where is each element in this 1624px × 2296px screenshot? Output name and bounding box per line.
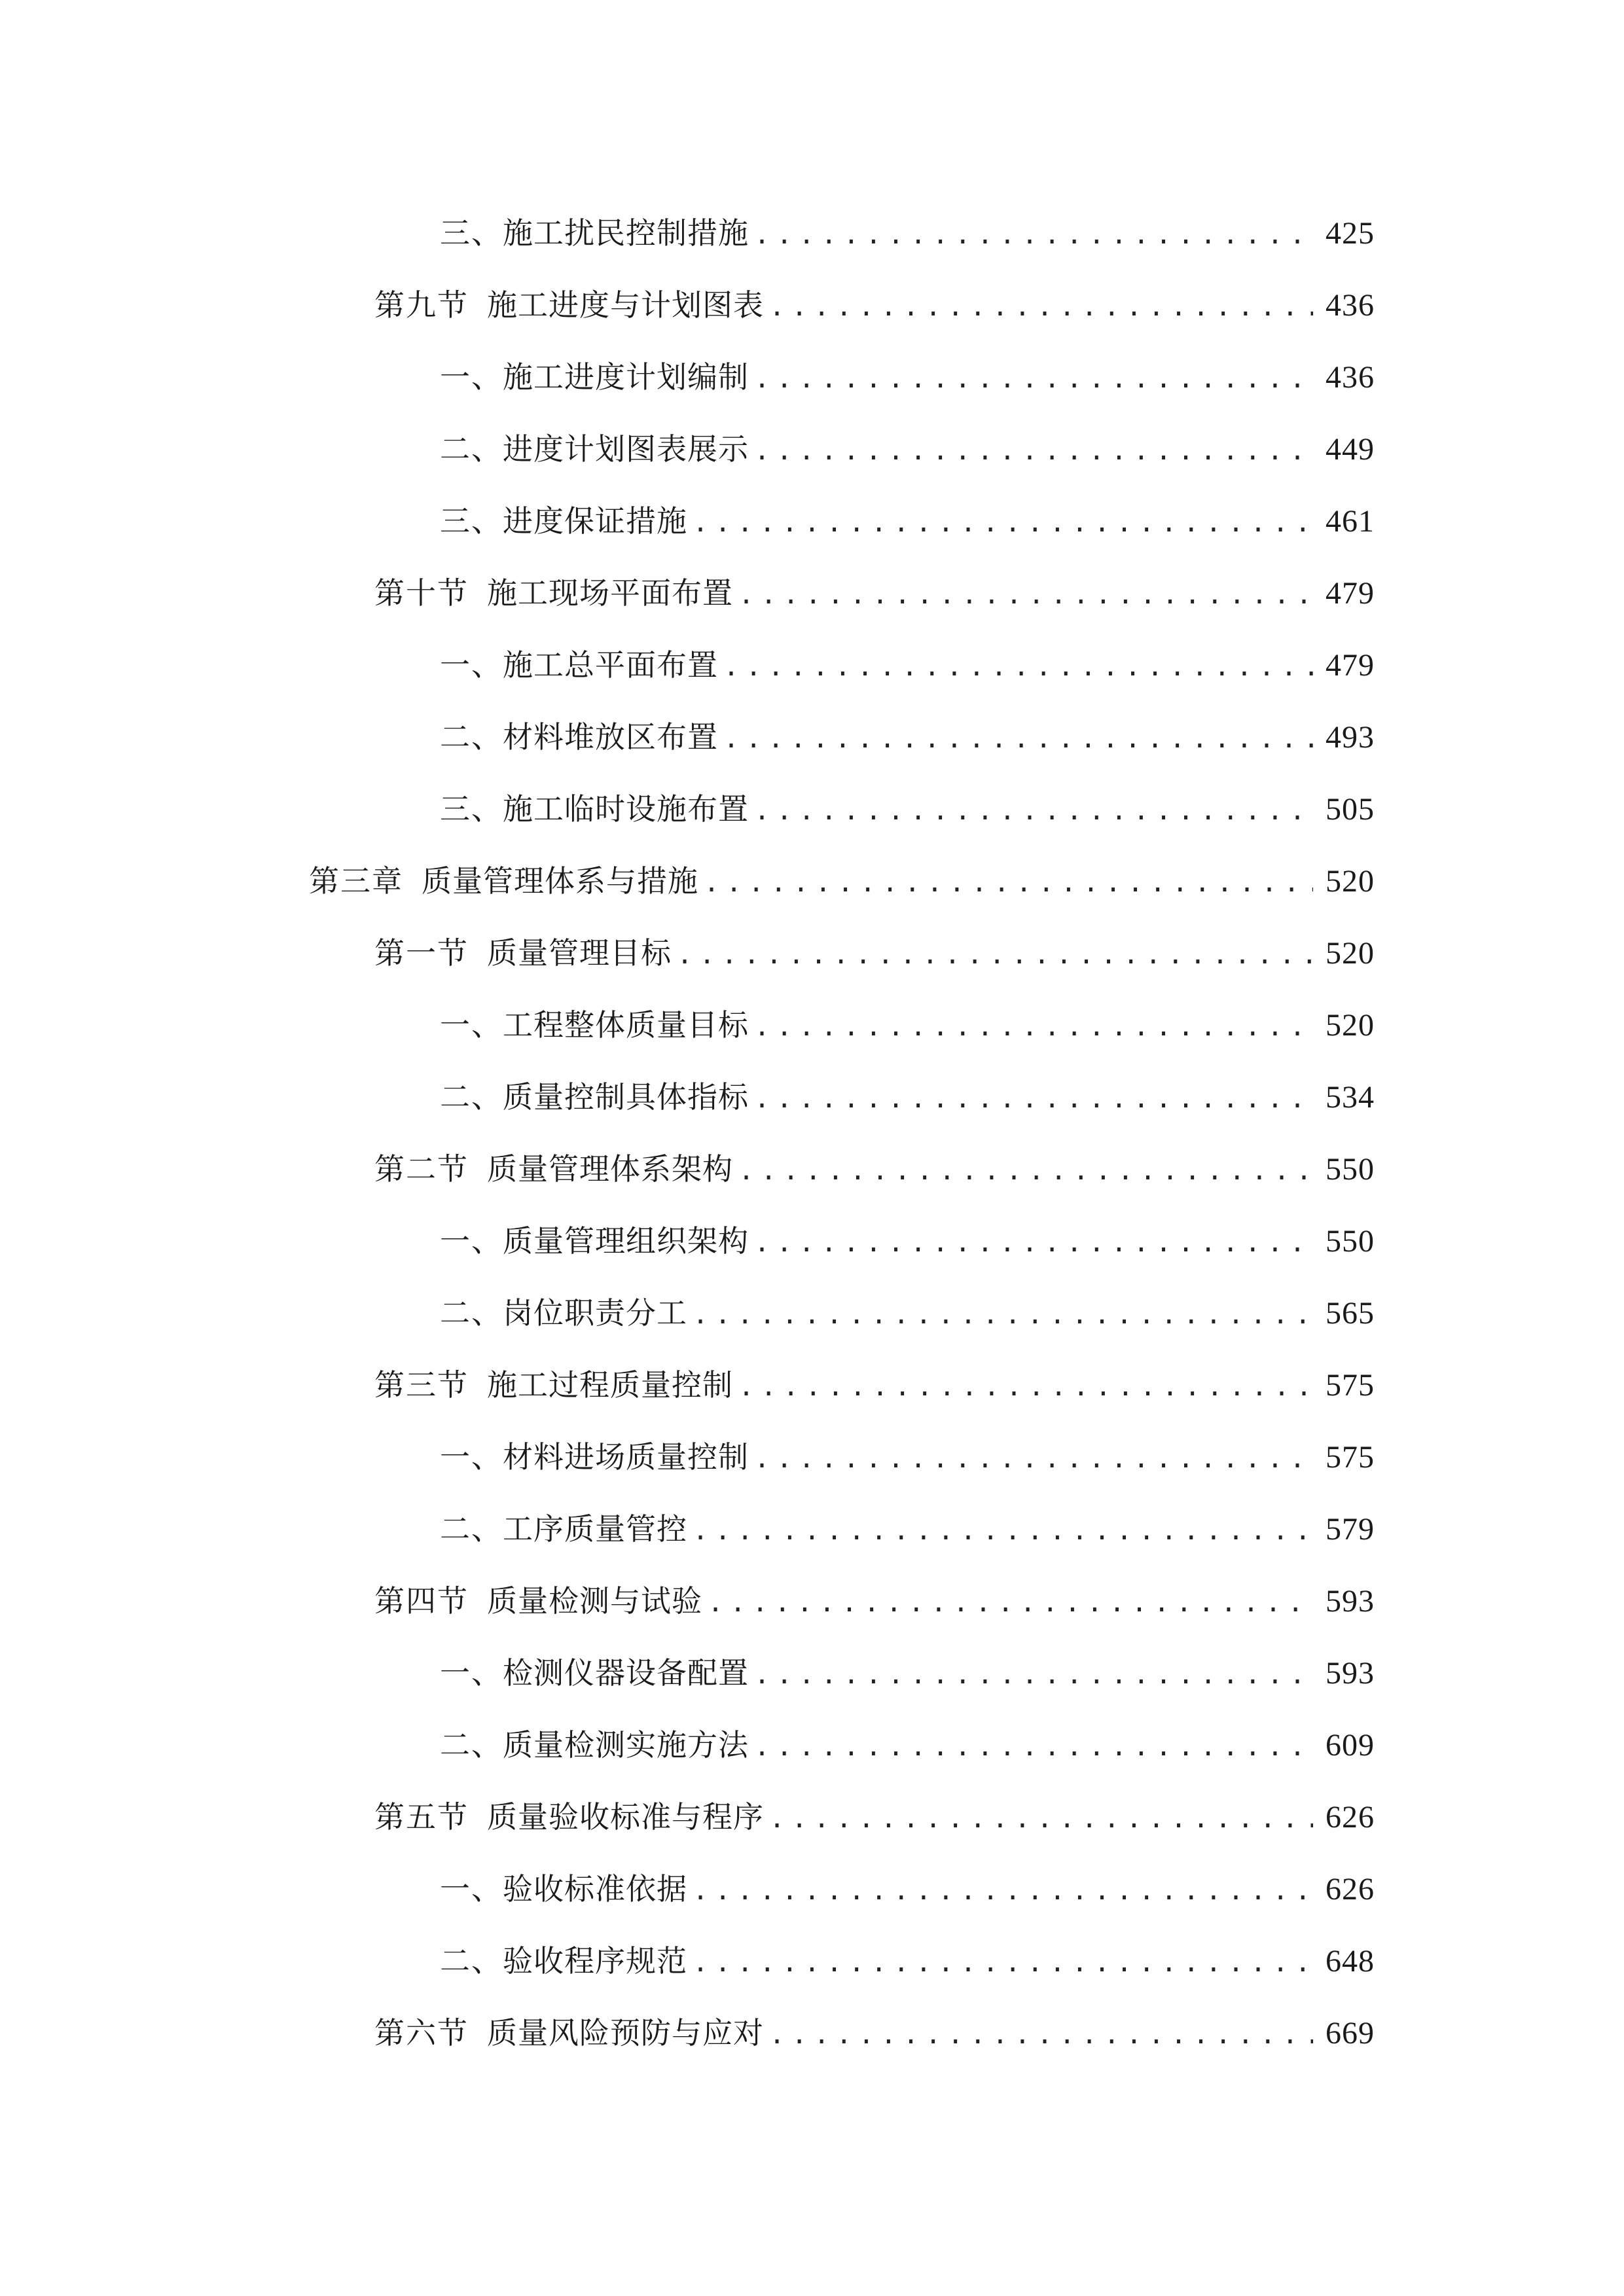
- toc-entry[interactable]: [0, 195, 1624, 267]
- toc-entry-line: [374, 929, 1375, 973]
- toc-entry-title: 岗位职责分工: [503, 1295, 687, 1331]
- toc-dot-leader: [677, 940, 1313, 970]
- toc-dot-leader: [754, 364, 1313, 394]
- toc-entry-page-number: 493: [1326, 720, 1375, 755]
- toc-dot-leader: [693, 1300, 1313, 1330]
- toc-entry[interactable]: [0, 267, 1624, 339]
- toc-entry-page-number: 425: [1326, 216, 1375, 251]
- toc-entry-page-number: 609: [1326, 1728, 1375, 1763]
- toc-entry-title: 工序质量管控: [503, 1511, 687, 1547]
- toc-entry-title: 施工总平面布置: [503, 647, 718, 683]
- toc-entry-page-number: 626: [1326, 1800, 1375, 1835]
- toc-dot-leader: [693, 1516, 1313, 1546]
- toc-entry-page-number: 550: [1326, 1224, 1375, 1259]
- toc-entry[interactable]: [0, 627, 1624, 699]
- toc-entry[interactable]: [0, 1059, 1624, 1131]
- toc-dot-leader: [738, 1156, 1313, 1186]
- toc-entry-line: [374, 1577, 1375, 1621]
- toc-entry-title: 质量管理组织架构: [503, 1223, 749, 1259]
- toc-dot-leader: [723, 652, 1313, 682]
- toc-entry-title: 施工扰民控制措施: [503, 215, 749, 251]
- toc-entry-page-number: 461: [1326, 504, 1375, 539]
- toc-entry-page-number: 520: [1326, 1008, 1375, 1043]
- toc-entry-number: 一、: [440, 1223, 503, 1259]
- toc-entry-page-number: 436: [1326, 288, 1375, 323]
- toc-dot-leader: [754, 1084, 1313, 1114]
- toc-entry-page-number: 648: [1326, 1944, 1375, 1979]
- toc-entry-number: 一、: [440, 1439, 503, 1475]
- toc-entry-title: 材料进场质量控制: [503, 1439, 749, 1475]
- toc-entry[interactable]: [0, 699, 1624, 771]
- toc-entry[interactable]: [0, 987, 1624, 1059]
- toc-entry-page-number: 550: [1326, 1152, 1375, 1187]
- toc-entry-line: [440, 353, 1375, 397]
- toc-entry-number: 二、: [440, 1511, 503, 1547]
- toc-dot-leader: [754, 1012, 1313, 1042]
- toc-entry-title: 施工临时设施布置: [503, 791, 749, 827]
- toc-entry-line: [440, 641, 1375, 685]
- toc-entry-page-number: 579: [1326, 1512, 1375, 1547]
- toc-dot-leader: [693, 1876, 1313, 1906]
- toc-entry-title: 质量控制具体指标: [503, 1079, 749, 1115]
- toc-entry[interactable]: [0, 1923, 1624, 1995]
- toc-entry[interactable]: [0, 555, 1624, 627]
- toc-entry-number: 二、: [440, 1943, 503, 1979]
- toc-entry-title: 材料堆放区布置: [503, 719, 718, 755]
- toc-entry-page-number: 436: [1326, 360, 1375, 395]
- toc-entry[interactable]: [0, 915, 1624, 987]
- toc-entry-line: [440, 497, 1375, 541]
- toc-entry-page-number: 593: [1326, 1584, 1375, 1619]
- toc-entry-line: [440, 1433, 1375, 1477]
- toc-entry-line: [374, 1145, 1375, 1189]
- toc-entry[interactable]: [0, 1779, 1624, 1851]
- toc-entry-number: 一、: [440, 359, 503, 395]
- toc-dot-leader: [693, 508, 1313, 538]
- toc-entry-number: 一、: [440, 1007, 503, 1043]
- toc-dot-leader: [754, 796, 1313, 826]
- toc-dot-leader: [754, 1732, 1313, 1762]
- toc-entry-line: [309, 857, 1375, 901]
- toc-entry-line: [440, 1073, 1375, 1117]
- toc-entry[interactable]: [0, 1563, 1624, 1635]
- toc-entry-line: [440, 713, 1375, 757]
- toc-entry-line: [440, 1001, 1375, 1045]
- toc-entry-number: 第九节: [374, 287, 469, 323]
- toc-entry-title: 施工现场平面布置: [487, 575, 733, 611]
- toc-entry-line: [440, 1217, 1375, 1261]
- toc-entry[interactable]: [0, 411, 1624, 483]
- toc-entry[interactable]: [0, 1635, 1624, 1707]
- toc-dot-leader: [769, 2020, 1313, 2050]
- toc-entry-number: 第六节: [374, 2015, 469, 2051]
- toc-entry-line: [374, 569, 1375, 613]
- toc-entry-number: 二、: [440, 431, 503, 467]
- toc-entry-number: 第五节: [374, 1799, 469, 1835]
- toc-entry[interactable]: [0, 483, 1624, 555]
- toc-entry-number: 三、: [440, 215, 503, 251]
- toc-entry-page-number: 479: [1326, 576, 1375, 611]
- toc-entry-title: 质量风险预防与应对: [487, 2015, 764, 2051]
- toc-entry-title: 检测仪器设备配置: [503, 1655, 749, 1691]
- toc-entry-line: [440, 1937, 1375, 1981]
- toc-dot-leader: [754, 1660, 1313, 1690]
- toc-entry-number: 二、: [440, 1295, 503, 1331]
- table-of-contents: [0, 195, 1624, 2067]
- toc-entry[interactable]: [0, 843, 1624, 915]
- toc-entry-title: 质量管理体系架构: [487, 1151, 733, 1187]
- toc-entry-title: 进度保证措施: [503, 503, 687, 539]
- toc-entry-page-number: 479: [1326, 648, 1375, 683]
- toc-dot-leader: [769, 292, 1313, 322]
- toc-entry-title: 进度计划图表展示: [503, 431, 749, 467]
- toc-dot-leader: [704, 868, 1313, 898]
- toc-dot-leader: [708, 1588, 1313, 1618]
- toc-entry-title: 质量验收标准与程序: [487, 1799, 764, 1835]
- toc-entry-line: [440, 209, 1375, 253]
- toc-entry-title: 质量检测实施方法: [503, 1727, 749, 1763]
- toc-entry-page-number: 520: [1326, 864, 1375, 899]
- toc-entry-line: [440, 785, 1375, 829]
- toc-entry-number: 第十节: [374, 575, 469, 611]
- toc-entry-title: 质量检测与试验: [487, 1583, 702, 1619]
- toc-entry[interactable]: [0, 1995, 1624, 2067]
- toc-entry-line: [440, 1865, 1375, 1909]
- toc-entry[interactable]: [0, 339, 1624, 411]
- toc-entry-title: 验收标准依据: [503, 1871, 687, 1907]
- toc-entry[interactable]: [0, 1851, 1624, 1923]
- toc-entry[interactable]: [0, 1275, 1624, 1347]
- toc-entry-title: 施工进度计划编制: [503, 359, 749, 395]
- toc-entry-title: 质量管理体系与措施: [422, 863, 698, 899]
- toc-entry-number: 二、: [440, 719, 503, 755]
- toc-entry-page-number: 669: [1326, 2016, 1375, 2051]
- toc-entry-page-number: 626: [1326, 1872, 1375, 1907]
- toc-entry-number: 三、: [440, 791, 503, 827]
- toc-entry-page-number: 575: [1326, 1368, 1375, 1403]
- toc-entry-title: 施工进度与计划图表: [487, 287, 764, 323]
- toc-entry[interactable]: [0, 1707, 1624, 1779]
- toc-entry-line: [440, 1505, 1375, 1549]
- toc-entry-line: [440, 425, 1375, 469]
- toc-entry-page-number: 505: [1326, 792, 1375, 827]
- toc-entry-number: 二、: [440, 1079, 503, 1115]
- toc-entry-page-number: 520: [1326, 936, 1375, 971]
- toc-entry-number: 第一节: [374, 935, 469, 971]
- toc-dot-leader: [769, 1804, 1313, 1834]
- toc-entry-page-number: 575: [1326, 1440, 1375, 1475]
- toc-entry-page-number: 449: [1326, 432, 1375, 467]
- toc-entry-number: 一、: [440, 647, 503, 683]
- toc-entry-title: 工程整体质量目标: [503, 1007, 749, 1043]
- toc-entry-number: 二、: [440, 1727, 503, 1763]
- toc-dot-leader: [754, 1444, 1313, 1474]
- toc-entry-number: 第三章: [309, 863, 403, 899]
- toc-entry-line: [440, 1289, 1375, 1333]
- toc-dot-leader: [738, 1372, 1313, 1402]
- toc-entry-line: [374, 1793, 1375, 1837]
- toc-entry-line: [440, 1649, 1375, 1693]
- toc-entry[interactable]: [0, 1419, 1624, 1491]
- toc-entry-page-number: 593: [1326, 1656, 1375, 1691]
- toc-dot-leader: [754, 436, 1313, 466]
- toc-entry-number: 一、: [440, 1655, 503, 1691]
- toc-dot-leader: [693, 1948, 1313, 1978]
- toc-dot-leader: [754, 220, 1313, 250]
- toc-entry-number: 第四节: [374, 1583, 469, 1619]
- toc-entry[interactable]: [0, 1491, 1624, 1563]
- toc-entry-number: 三、: [440, 503, 503, 539]
- toc-entry-title: 验收程序规范: [503, 1943, 687, 1979]
- toc-entry-title: 质量管理目标: [487, 935, 672, 971]
- toc-entry-line: [374, 2009, 1375, 2053]
- toc-entry-page-number: 565: [1326, 1296, 1375, 1331]
- toc-dot-leader: [723, 724, 1313, 754]
- toc-entry-line: [374, 281, 1375, 325]
- toc-entry-title: 施工过程质量控制: [487, 1367, 733, 1403]
- toc-entry[interactable]: [0, 1347, 1624, 1419]
- toc-entry-line: [374, 1361, 1375, 1405]
- toc-entry-number: 第二节: [374, 1151, 469, 1187]
- toc-entry[interactable]: [0, 1203, 1624, 1275]
- toc-entry-page-number: 534: [1326, 1080, 1375, 1115]
- toc-entry[interactable]: [0, 1131, 1624, 1203]
- toc-entry-line: [440, 1721, 1375, 1765]
- toc-dot-leader: [754, 1228, 1313, 1258]
- toc-entry[interactable]: [0, 771, 1624, 843]
- toc-dot-leader: [738, 580, 1313, 610]
- toc-entry-number: 第三节: [374, 1367, 469, 1403]
- toc-entry-number: 一、: [440, 1871, 503, 1907]
